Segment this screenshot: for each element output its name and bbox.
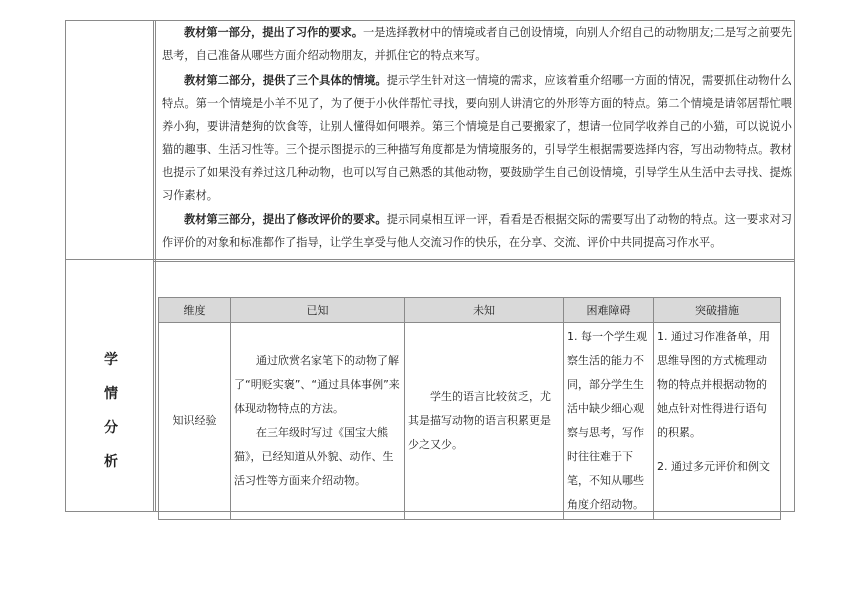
spacer: [657, 445, 777, 459]
row-divider: [66, 259, 794, 260]
label-char: 析: [104, 454, 118, 470]
known-cell: [231, 323, 405, 520]
difficulty-cell: 1. 每一个学生观察生活的能力不同，部分学生生活中缺少细心观察与思考，写作时往往难于下笔，不知从哪些角度介绍动物。: [564, 323, 654, 520]
table-row: [159, 323, 781, 520]
header-difficulty: 困难障碍: [564, 298, 654, 323]
column-divider: [153, 21, 154, 511]
known-paragraph: 在三年级时写过《国宝大熊猫》，已经知道从外貌、动作、生活习性等方面来介绍动物。: [234, 426, 394, 487]
known-paragraph: 通过欣赏名家笔下的动物了解了“明贬实褒”、“通过具体事例”来体现动物特点的方法。: [234, 354, 400, 415]
measures-cell: [654, 323, 781, 520]
section-3-text: 提示同桌相互评一评，看看是否根据交际的需要写出了动物的特点。这一要求对习作评价的对象和标准都作了指导，让学生享受与他人交流习作的快乐，在分享、交流、评价中共同提高习作水平。: [162, 213, 792, 249]
measure-item: 1. 通过习作准备单，用思维导图的方式梳理动物的特点并根据动物的她点针对性得进行语句的积累。: [657, 330, 770, 439]
learning-analysis-label: [104, 343, 116, 479]
learning-analysis-table: [158, 297, 781, 520]
unknown-cell: [405, 323, 564, 520]
textbook-section-1: [162, 21, 792, 67]
textbook-section-2: [162, 69, 792, 207]
column-divider-inner: [155, 21, 156, 511]
textbook-section-3: [162, 208, 792, 254]
section-2-heading: 教材第二部分，提供了三个具体的情境。: [184, 74, 387, 87]
lesson-plan-table: [65, 20, 795, 512]
section-2-text: 提示学生针对这一情境的需求，应该着重介绍哪一方面的情况，需要抓住动物什么特点。第一个情境是小羊不见了，为了便于小伙伴帮忙寻找，要向别人讲清它的外形等方面的特点。第二个情境是请邻居帮忙喂养小狗，要讲清楚狗的饮食等，让别人懂得如何喂养。第三个情境是自己要搬家了，想请一位同学收养自己的小猫，可以说说小猫的趣事、生活习性等。三个提示图提示的三种描写角度都是为情境服务的，引导学生根据需要选择内容，写出动物特点。教材也提示了如果没有养过这几种动物，也可以写自己熟悉的其他动物，要鼓励学生自己创设情境，引导学生从生活中去寻找、提炼习作素材。: [162, 74, 792, 202]
header-known: 已知: [231, 298, 405, 323]
label-char: 分: [104, 420, 118, 436]
section-1-heading: 教材第一部分，提出了习作的要求。: [184, 26, 364, 39]
measure-item: 2. 通过多元评价和例文: [657, 460, 770, 473]
header-dimension: 维度: [159, 298, 231, 323]
header-measures: 突破措施: [654, 298, 781, 323]
header-unknown: 未知: [405, 298, 564, 323]
section-3-heading: 教材第三部分，提出了修改评价的要求。: [184, 213, 387, 226]
label-char: 学: [104, 352, 118, 368]
unknown-paragraph: 学生的语言比较贫乏，尤其是描写动物的语言积累更是少之又少。: [408, 390, 551, 451]
section-1-text: 一是选择教材中的情境或者自己创设情境，向别人介绍自己的动物朋友;二是写之前要先思考，自己准备从哪些方面介绍动物朋友，并抓住它的特点来写。: [162, 26, 792, 62]
label-char: 情: [104, 386, 118, 402]
dimension-cell: 知识经验: [159, 323, 231, 520]
table-header-row: [159, 298, 781, 323]
row-divider-inner: [153, 261, 794, 262]
